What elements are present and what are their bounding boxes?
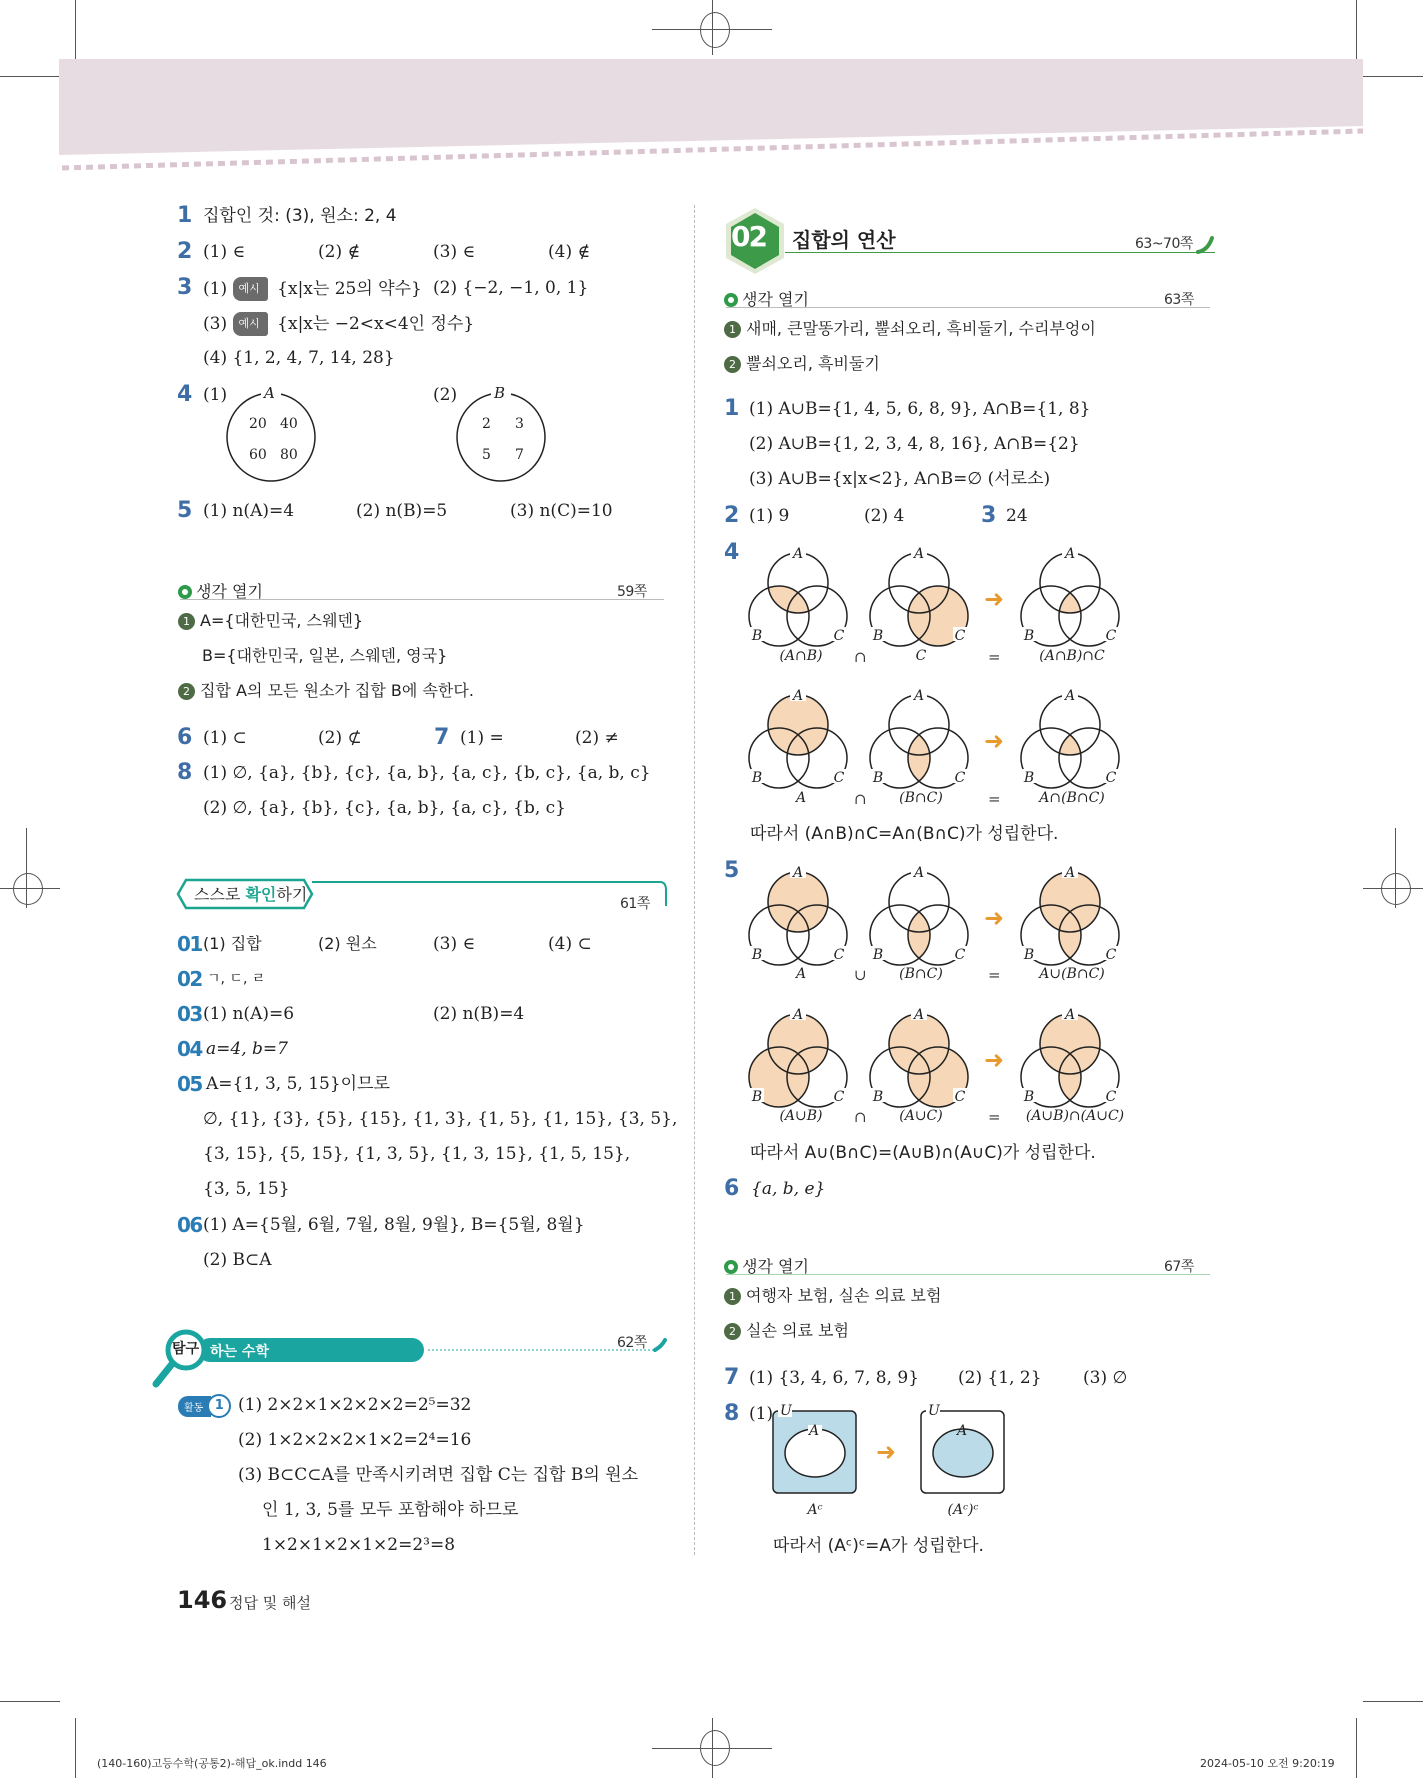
bullet-icon [724, 293, 738, 307]
section-number: 02 [731, 220, 766, 253]
venn-result [1022, 687, 1122, 792]
conclusion-text: 따라서 A∪(B∩C)=(A∪B)∩(A∪C)가 성립한다. [750, 1143, 1096, 1163]
arrow-right-icon: ➜ [984, 1046, 1005, 1074]
answer-text: B={대한민국, 일본, 스웨덴, 영국} [202, 646, 448, 665]
answer-line [724, 1320, 849, 1342]
venn-caption: (B∩C) [899, 790, 943, 806]
answer-text: 여행자 보험, 실손 의료 보험 [746, 1286, 942, 1305]
venn-a-and-b [750, 545, 850, 650]
answer-item: (4) ⊂ [548, 934, 592, 954]
section-title: 집합의 연산 [792, 228, 896, 252]
set-element: 20 [249, 416, 267, 432]
universe-label: U [780, 1403, 792, 1419]
answer-text: (2) B⊂A [203, 1250, 272, 1270]
venn-c [871, 545, 971, 650]
part-label: (1) [749, 1404, 774, 1424]
answer-line [178, 680, 474, 702]
question-number: 8 [177, 760, 192, 785]
venn-caption: (A∪B) [779, 1108, 823, 1124]
answer-text: (3) B⊂C⊂A를 만족시키려면 집합 C는 집합 B의 원소 [238, 1465, 639, 1485]
answer-item: (2) ⊄ [318, 728, 362, 748]
file-info: (140-160)고등수학(공통2)-해답_ok.indd 146 [97, 1757, 327, 1770]
conclusion-text: 따라서 (Aᶜ)ᶜ=A가 성립한다. [773, 1536, 984, 1556]
title-highlight: 확인 [245, 885, 277, 904]
question-number: 04 [177, 1037, 202, 1061]
answer-item: (1) = [460, 728, 504, 748]
venn-a-or-c [871, 1006, 971, 1111]
answer-item: (2) ∉ [318, 242, 361, 262]
answer-text: ∅, {1}, {3}, {5}, {15}, {1, 3}, {1, 5}, {1, 15}, {3, 5}, [203, 1109, 678, 1129]
answer-text: 인 1, 3, 5를 모두 포함해야 하므로 [262, 1500, 519, 1520]
venn-result [1022, 1006, 1122, 1111]
operator: ∩ [854, 790, 867, 808]
answer-text: (2) {−2, −1, 0, 1} [433, 278, 589, 298]
answer-line [724, 353, 880, 375]
answer-line [724, 318, 1096, 340]
venn-caption: A [795, 966, 807, 982]
answer-item: (3) ∅ [1083, 1368, 1128, 1388]
question-number: 5 [177, 498, 192, 523]
venn-a-or-b [750, 1006, 850, 1111]
answer-line [724, 1285, 941, 1307]
question-number: 6 [724, 1176, 739, 1201]
answer-item: (2) n(B)=5 [356, 501, 448, 521]
example-tag: 예시 [233, 277, 268, 301]
part-label: (3) [203, 314, 228, 334]
page-reference: 61쪽 [620, 896, 650, 912]
bullet-icon [724, 1260, 738, 1274]
question-number: 3 [177, 275, 192, 300]
set-label: B [494, 384, 506, 402]
question-number: 01 [177, 932, 202, 956]
venn-caption: (A∪B)∩(A∪C) [1025, 1108, 1125, 1124]
page-reference: 63쪽 [1164, 292, 1194, 308]
question-number: 3 [981, 503, 996, 528]
answer-item: (1) {3, 4, 6, 7, 8, 9} [749, 1368, 920, 1388]
question-number: 5 [724, 858, 739, 883]
venn-caption: (B∩C) [899, 966, 943, 982]
answer-line [203, 277, 422, 301]
page-reference: 63~70쪽 [1135, 236, 1193, 252]
arrow-right-icon: ➜ [984, 727, 1005, 755]
venn-b-and-c [871, 687, 971, 792]
registration-mark [700, 1730, 730, 1766]
answer-item: (2) {1, 2} [958, 1368, 1042, 1388]
venn-caption: Aᶜ [807, 1502, 823, 1518]
question-number: 7 [434, 725, 449, 750]
question-number: 2 [177, 239, 192, 264]
answer-text: 새매, 큰말똥가리, 뿔쇠오리, 흑비둘기, 수리부엉이 [746, 319, 1096, 338]
timestamp: 2024-05-10 오전 9:20:19 [1200, 1757, 1335, 1770]
answer-item: (3) n(C)=10 [510, 501, 613, 521]
operator: = [988, 648, 1001, 666]
venn-caption: (A∩B)∩C [1039, 648, 1105, 664]
example-tag: 예시 [233, 312, 268, 336]
venn-caption: (Aᶜ)ᶜ [947, 1502, 979, 1518]
answer-item: (1) ⊂ [203, 728, 247, 748]
circled-number-icon: 2 [178, 683, 195, 700]
question-number: 1 [724, 396, 739, 421]
page-reference: 62쪽 [617, 1335, 647, 1351]
arrow-right-icon: ➜ [984, 904, 1005, 932]
answer-text: 집합 A의 모든 원소가 집합 B에 속한다. [200, 681, 474, 700]
answer-item: (2) 4 [864, 506, 905, 526]
part-label: (1) [203, 279, 228, 299]
page-reference: 59쪽 [617, 584, 647, 600]
answer-text: (3) A∪B={x|x<2}, A∩B=∅ (서로소) [749, 469, 1051, 489]
question-number: 7 [724, 1365, 739, 1390]
question-number: 05 [177, 1072, 202, 1096]
answer-text: (1) 2×2×1×2×2×2=2⁵=32 [238, 1395, 472, 1415]
conclusion-text: 따라서 (A∩B)∩C=A∩(B∩C)가 성립한다. [750, 824, 1059, 844]
answer-line [178, 610, 363, 632]
answer-line [203, 312, 474, 336]
answer-text: A={대한민국, 스웨덴} [200, 611, 364, 630]
answer-text: (1) A∪B={1, 4, 5, 6, 8, 9}, A∩B={1, 8} [749, 399, 1091, 419]
question-number: 2 [724, 503, 739, 528]
answer-text: (2) 1×2×2×2×1×2=2⁴=16 [238, 1430, 472, 1450]
answer-text: (1) A={5월, 6월, 7월, 8월, 9월}, B={5월, 8월} [203, 1215, 585, 1235]
venn-caption: C [915, 648, 927, 664]
universe-label: U [928, 1403, 940, 1419]
operator: ∩ [854, 648, 867, 666]
venn-caption: (A∪C) [899, 1108, 943, 1124]
header-band [0, 0, 1423, 180]
answer-item: (1) n(A)=6 [203, 1004, 295, 1024]
answer-item: (1) n(A)=4 [203, 501, 295, 521]
venn-caption: A [795, 790, 807, 806]
answer-item: (1) 집합 [203, 934, 262, 953]
activity-label: 활동 [178, 1396, 211, 1417]
self-check-title [194, 882, 307, 905]
set-element: 60 [249, 447, 267, 463]
answer-text: 뿔쇠오리, 흑비둘기 [746, 354, 880, 373]
answer-text: 24 [1006, 506, 1028, 526]
question-number: 03 [177, 1002, 202, 1026]
crop-mark [0, 1701, 60, 1702]
question-number: 6 [177, 725, 192, 750]
operator: = [988, 1108, 1001, 1126]
venn-caption: A∩(B∩C) [1039, 790, 1105, 806]
answer-text: {x|x는 −2<x<4인 정수} [277, 314, 475, 334]
answer-item: (3) ∈ [433, 934, 476, 954]
set-label: A [809, 1423, 820, 1439]
operator: ∩ [854, 1108, 867, 1126]
part-label: (2) [433, 385, 458, 405]
set-label: A [264, 384, 275, 402]
explore-title: 하는 수학 [210, 1344, 269, 1360]
answer-text: {x|x는 25의 약수} [277, 279, 422, 299]
answer-text: (1) ∅, {a}, {b}, {c}, {a, b}, {a, c}, {b, c}, {a, b, c} [203, 763, 651, 783]
answer-text: {a, b, e} [751, 1179, 826, 1199]
swoosh-icon [1196, 236, 1216, 254]
answer-item: (4) ∉ [548, 242, 591, 262]
venn-result [1022, 545, 1122, 650]
venn-result [1022, 864, 1122, 969]
operator: ∪ [854, 966, 867, 984]
answer-text: A={1, 3, 5, 15}이므로 [206, 1074, 390, 1094]
answer-text: {3, 15}, {5, 15}, {1, 3, 5}, {1, 3, 15}, {1, 5, 15}, [203, 1144, 631, 1164]
part-label: (1) [203, 385, 228, 405]
set-element: 3 [515, 416, 524, 432]
answer-text: a=4, b=7 [206, 1039, 288, 1059]
answer-text: 실손 의료 보험 [746, 1321, 849, 1340]
venn-a [750, 687, 850, 792]
bullet-icon [178, 585, 192, 599]
page-title: 정답 및 해설 [229, 1594, 311, 1612]
venn-caption: (A∩B) [779, 648, 823, 664]
title-part: 스스로 [194, 885, 246, 904]
page-number: 146 [177, 1586, 228, 1614]
answer-text: ㄱ, ㄷ, ㄹ [207, 971, 266, 987]
circled-number-icon: 2 [724, 356, 741, 373]
venn-caption: A∪(B∩C) [1039, 966, 1105, 982]
operator: = [988, 790, 1001, 808]
answer-item: (3) ∈ [433, 242, 476, 262]
set-element: 80 [280, 447, 298, 463]
answer-text: 1×2×1×2×1×2=2³=8 [262, 1535, 456, 1555]
answer-item: (2) n(B)=4 [433, 1004, 525, 1024]
activity-number: 1 [207, 1394, 231, 1418]
answer-text: (2) ∅, {a}, {b}, {c}, {a, b}, {a, c}, {b, c} [203, 798, 566, 818]
registration-mark [13, 873, 43, 905]
answer-text: 집합인 것: (3), 원소: 2, 4 [203, 206, 397, 226]
answer-text: (2) A∪B={1, 2, 3, 4, 8, 16}, A∩B={2} [749, 434, 1080, 454]
activity-badge [178, 1394, 231, 1416]
circled-number-icon: 1 [724, 1288, 741, 1305]
set-element: 7 [515, 447, 524, 463]
question-number: 4 [177, 382, 192, 407]
answer-item: (1) ∈ [203, 242, 246, 262]
page-reference: 67쪽 [1164, 1259, 1194, 1275]
venn-a [750, 864, 850, 969]
venn-b-and-c [871, 864, 971, 969]
heading-text: 생각 열기 [742, 290, 809, 309]
heading-text: 생각 열기 [196, 582, 263, 601]
question-number: 4 [724, 540, 739, 565]
answer-item: (2) ≠ [575, 728, 619, 748]
circled-number-icon: 2 [724, 1323, 741, 1340]
arrow-right-icon: ➜ [984, 585, 1005, 613]
arrow-right-icon: ➜ [876, 1438, 897, 1466]
question-number: 1 [177, 203, 192, 228]
crop-mark [75, 1718, 76, 1778]
question-number: 06 [177, 1213, 202, 1237]
set-element: 40 [280, 416, 298, 432]
question-number: 02 [177, 967, 202, 991]
registration-mark [1381, 873, 1411, 905]
set-element: 5 [482, 447, 491, 463]
crop-mark [1356, 1718, 1357, 1778]
set-label: A [957, 1423, 968, 1439]
heading-text: 생각 열기 [742, 1257, 809, 1276]
explore-badge: 탐구 [172, 1341, 200, 1357]
operator: = [988, 966, 1001, 984]
crop-mark [1363, 1701, 1423, 1702]
question-number: 8 [724, 1401, 739, 1426]
column-divider [694, 205, 695, 1555]
circled-number-icon: 1 [724, 321, 741, 338]
circled-number-icon: 1 [178, 613, 195, 630]
answer-item: (2) 원소 [318, 934, 377, 953]
answer-text: {3, 5, 15} [203, 1179, 290, 1199]
answer-item: (1) 9 [749, 506, 790, 526]
title-part: 하기 [276, 885, 308, 904]
answer-text: (4) {1, 2, 4, 7, 14, 28} [203, 348, 395, 368]
set-element: 2 [482, 416, 491, 432]
